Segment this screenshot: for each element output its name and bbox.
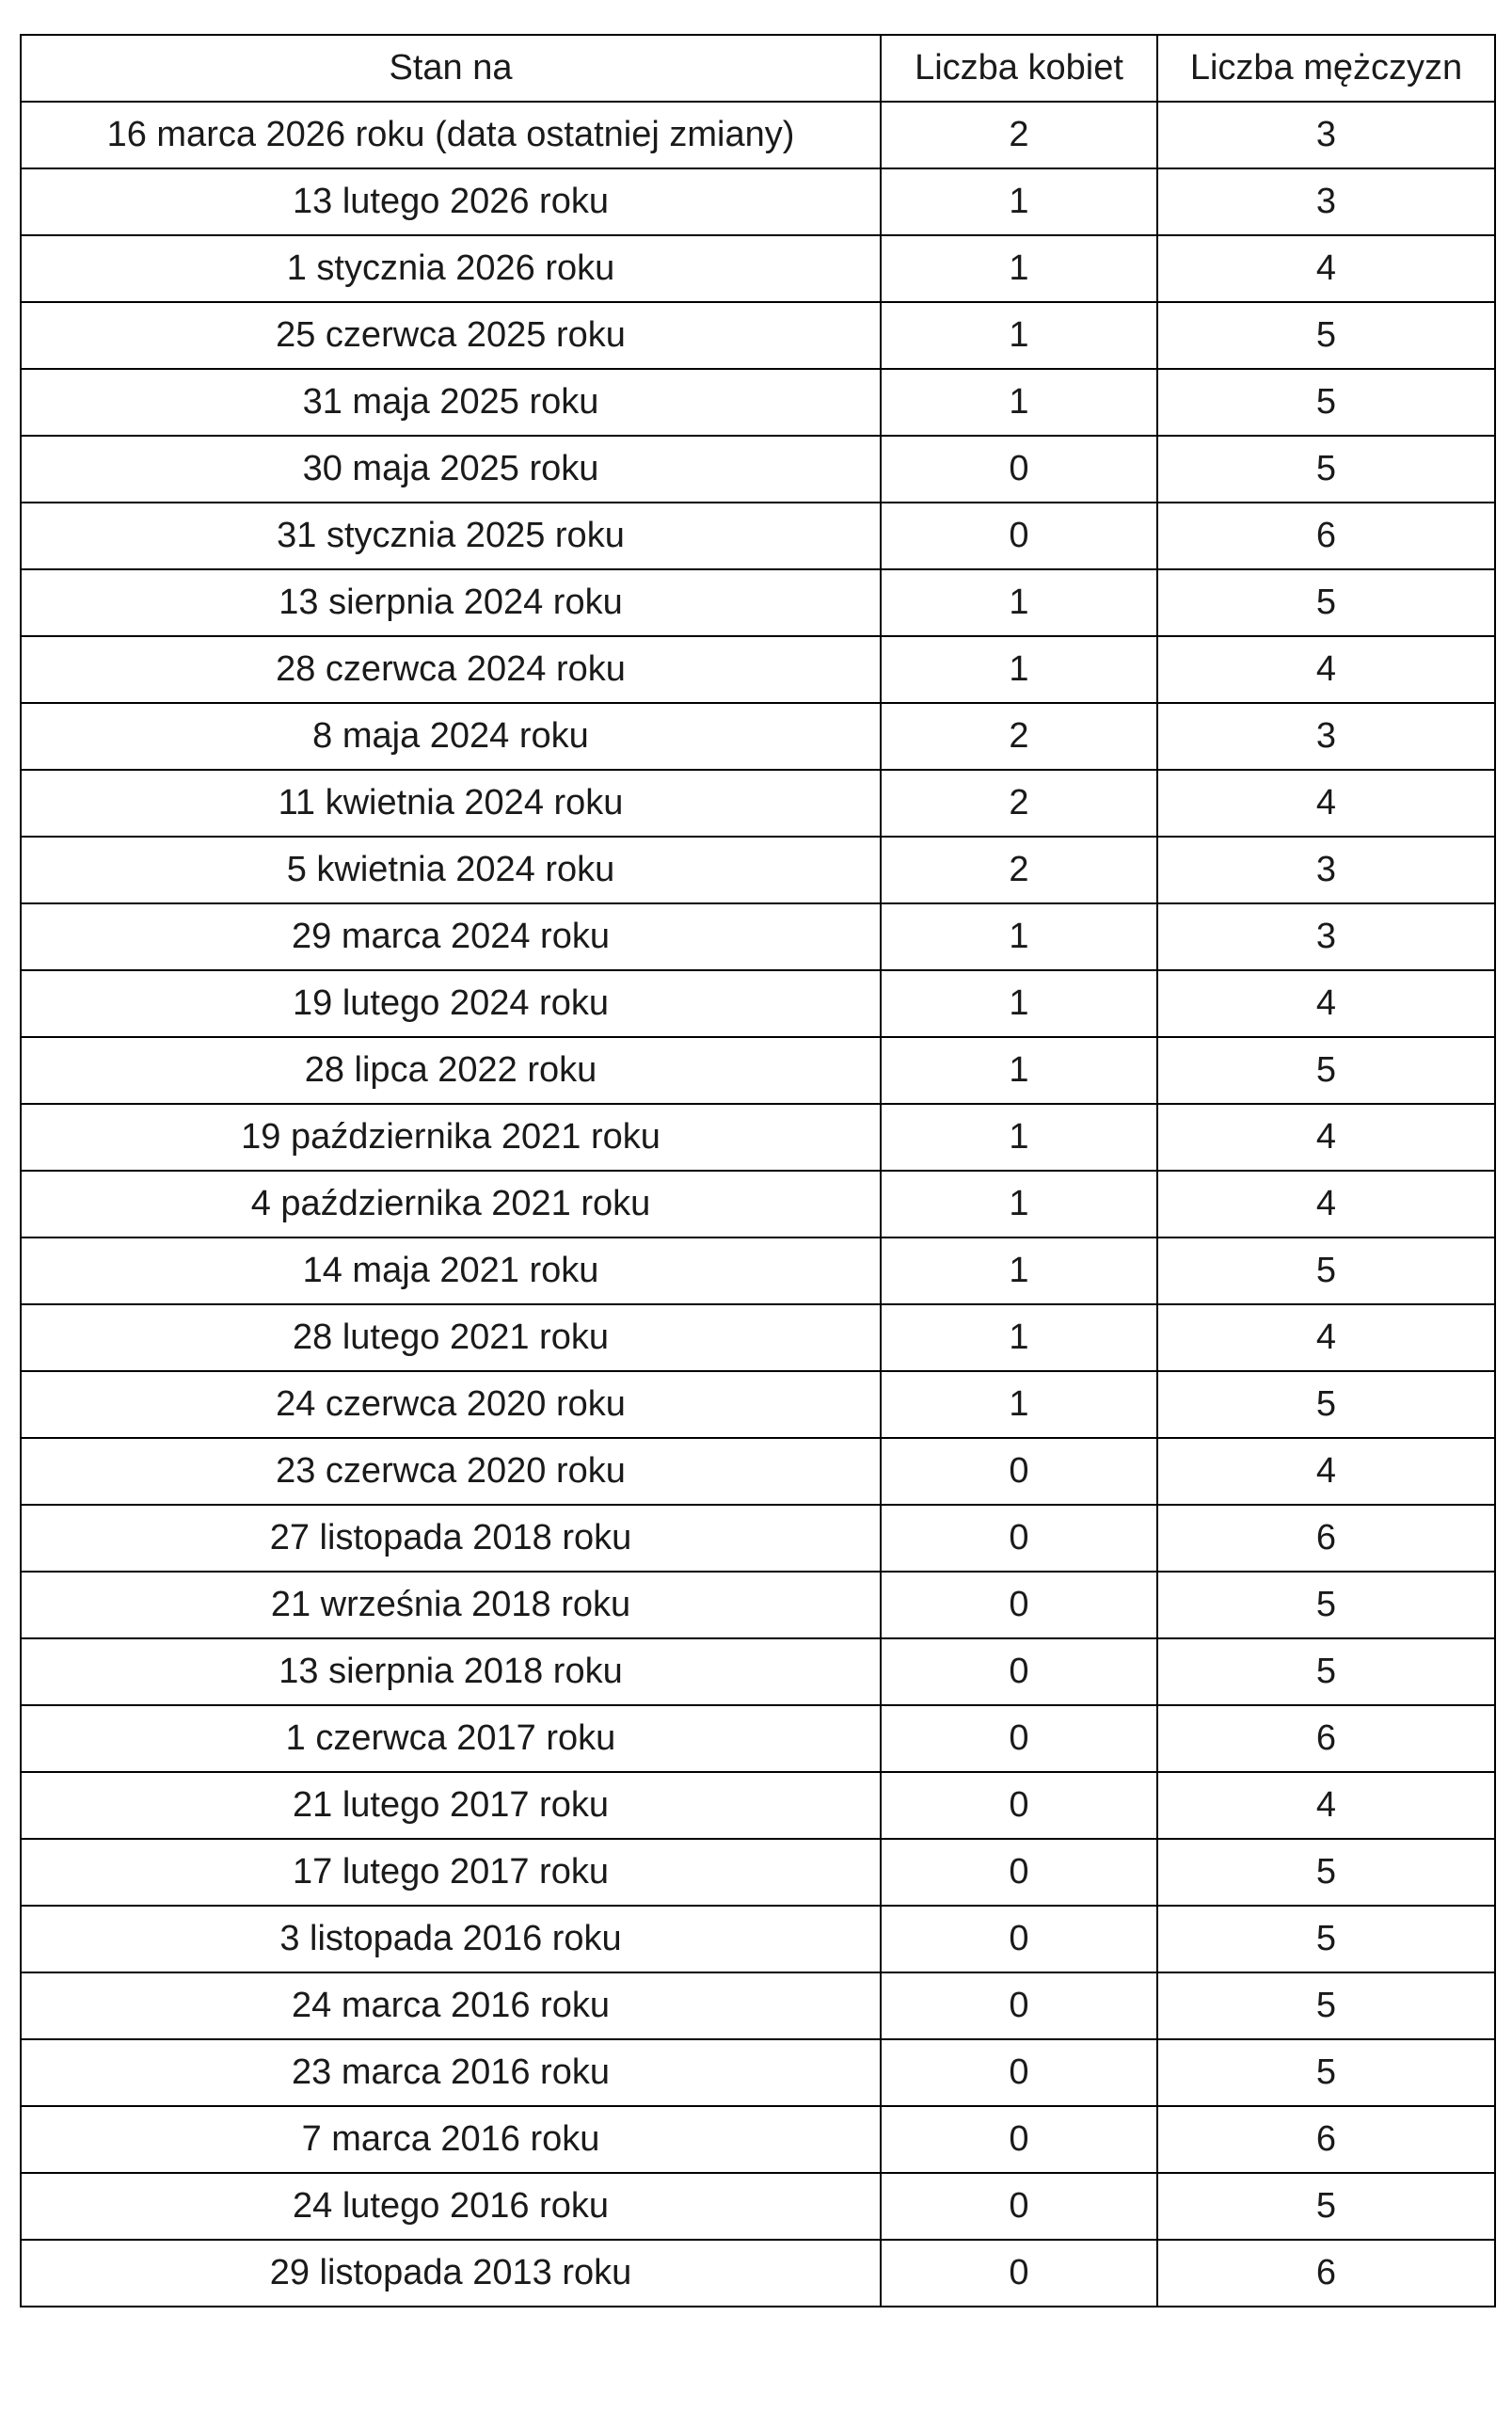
table-row: [21, 1304, 1495, 1371]
cell-date: 1 stycznia 2026 roku: [21, 235, 881, 302]
cell-men-count: 4: [1157, 636, 1495, 703]
cell-women-count: 2: [881, 102, 1157, 168]
cell-men-count: 5: [1157, 1972, 1495, 2039]
cell-women-count: 0: [881, 1972, 1157, 2039]
cell-men-count: 3: [1157, 837, 1495, 903]
cell-men-count: 5: [1157, 2173, 1495, 2240]
header-row: [21, 35, 1495, 102]
cell-women-count: 0: [881, 1572, 1157, 1638]
board-composition-table: [20, 34, 1496, 2307]
cell-date: 28 lutego 2021 roku: [21, 1304, 881, 1371]
table-row: [21, 2106, 1495, 2173]
cell-date: 30 maja 2025 roku: [21, 436, 881, 503]
cell-women-count: 0: [881, 1705, 1157, 1772]
cell-men-count: 4: [1157, 770, 1495, 837]
cell-men-count: 5: [1157, 569, 1495, 636]
cell-women-count: 1: [881, 235, 1157, 302]
cell-women-count: 1: [881, 369, 1157, 436]
cell-women-count: 1: [881, 1171, 1157, 1237]
table-row: [21, 1839, 1495, 1906]
table-row: [21, 1972, 1495, 2039]
column-header-women-count: Liczba kobiet: [881, 35, 1157, 102]
cell-men-count: 5: [1157, 1237, 1495, 1304]
table-row: [21, 970, 1495, 1037]
cell-date: 23 czerwca 2020 roku: [21, 1438, 881, 1505]
cell-men-count: 5: [1157, 1906, 1495, 1972]
cell-women-count: 1: [881, 1304, 1157, 1371]
cell-men-count: 4: [1157, 235, 1495, 302]
cell-women-count: 1: [881, 1037, 1157, 1104]
table-row: [21, 837, 1495, 903]
cell-men-count: 4: [1157, 970, 1495, 1037]
table-row: [21, 1906, 1495, 1972]
cell-date: 1 czerwca 2017 roku: [21, 1705, 881, 1772]
cell-women-count: 1: [881, 636, 1157, 703]
cell-men-count: 5: [1157, 1839, 1495, 1906]
cell-date: 29 listopada 2013 roku: [21, 2240, 881, 2307]
cell-date: 24 czerwca 2020 roku: [21, 1371, 881, 1438]
table-row: [21, 1104, 1495, 1171]
cell-date: 19 października 2021 roku: [21, 1104, 881, 1171]
cell-women-count: 0: [881, 436, 1157, 503]
table-row: [21, 636, 1495, 703]
cell-date: 8 maja 2024 roku: [21, 703, 881, 770]
cell-men-count: 4: [1157, 1438, 1495, 1505]
board-composition-table-container: [20, 34, 1494, 2307]
cell-date: 7 marca 2016 roku: [21, 2106, 881, 2173]
table-row: [21, 2173, 1495, 2240]
cell-date: 28 czerwca 2024 roku: [21, 636, 881, 703]
cell-men-count: 4: [1157, 1772, 1495, 1839]
cell-date: 31 stycznia 2025 roku: [21, 503, 881, 569]
table-row: [21, 1037, 1495, 1104]
table-row: [21, 569, 1495, 636]
cell-women-count: 1: [881, 1104, 1157, 1171]
cell-women-count: 1: [881, 302, 1157, 369]
table-row: [21, 770, 1495, 837]
cell-men-count: 5: [1157, 1638, 1495, 1705]
table-row: [21, 1638, 1495, 1705]
cell-date: 28 lipca 2022 roku: [21, 1037, 881, 1104]
cell-date: 17 lutego 2017 roku: [21, 1839, 881, 1906]
cell-date: 16 marca 2026 roku (data ostatniej zmiany): [21, 102, 881, 168]
cell-women-count: 0: [881, 503, 1157, 569]
cell-women-count: 0: [881, 1438, 1157, 1505]
table-row: [21, 235, 1495, 302]
cell-women-count: 0: [881, 1505, 1157, 1572]
cell-date: 4 października 2021 roku: [21, 1171, 881, 1237]
cell-men-count: 6: [1157, 1705, 1495, 1772]
cell-men-count: 4: [1157, 1171, 1495, 1237]
table-row: [21, 302, 1495, 369]
table-row: [21, 1505, 1495, 1572]
cell-women-count: 1: [881, 970, 1157, 1037]
cell-men-count: 5: [1157, 1037, 1495, 1104]
cell-women-count: 1: [881, 1371, 1157, 1438]
cell-date: 24 lutego 2016 roku: [21, 2173, 881, 2240]
cell-men-count: 5: [1157, 369, 1495, 436]
cell-women-count: 0: [881, 1839, 1157, 1906]
table-row: [21, 1772, 1495, 1839]
cell-men-count: 4: [1157, 1104, 1495, 1171]
cell-men-count: 3: [1157, 102, 1495, 168]
cell-men-count: 4: [1157, 1304, 1495, 1371]
table-row: [21, 503, 1495, 569]
cell-women-count: 0: [881, 1638, 1157, 1705]
table-row: [21, 1171, 1495, 1237]
table-row: [21, 369, 1495, 436]
cell-women-count: 1: [881, 1237, 1157, 1304]
cell-men-count: 5: [1157, 2039, 1495, 2106]
cell-date: 13 sierpnia 2018 roku: [21, 1638, 881, 1705]
table-row: [21, 168, 1495, 235]
cell-men-count: 6: [1157, 503, 1495, 569]
table-row: [21, 1572, 1495, 1638]
cell-men-count: 3: [1157, 903, 1495, 970]
table-row: [21, 1705, 1495, 1772]
cell-women-count: 2: [881, 703, 1157, 770]
cell-men-count: 3: [1157, 168, 1495, 235]
table-row: [21, 102, 1495, 168]
cell-men-count: 5: [1157, 1371, 1495, 1438]
table-row: [21, 1371, 1495, 1438]
cell-men-count: 5: [1157, 302, 1495, 369]
cell-women-count: 1: [881, 903, 1157, 970]
cell-women-count: 2: [881, 837, 1157, 903]
cell-women-count: 0: [881, 1906, 1157, 1972]
cell-women-count: 0: [881, 2106, 1157, 2173]
table-row: [21, 1237, 1495, 1304]
cell-women-count: 0: [881, 2039, 1157, 2106]
table-row: [21, 1438, 1495, 1505]
table-row: [21, 2240, 1495, 2307]
table-row: [21, 2039, 1495, 2106]
cell-date: 29 marca 2024 roku: [21, 903, 881, 970]
cell-date: 21 września 2018 roku: [21, 1572, 881, 1638]
cell-date: 3 listopada 2016 roku: [21, 1906, 881, 1972]
table-row: [21, 903, 1495, 970]
cell-men-count: 5: [1157, 1572, 1495, 1638]
table-row: [21, 436, 1495, 503]
cell-women-count: 0: [881, 2173, 1157, 2240]
cell-women-count: 0: [881, 2240, 1157, 2307]
table-header: [21, 35, 1495, 102]
table-body: [21, 102, 1495, 2307]
cell-date: 23 marca 2016 roku: [21, 2039, 881, 2106]
cell-date: 27 listopada 2018 roku: [21, 1505, 881, 1572]
cell-men-count: 6: [1157, 2240, 1495, 2307]
cell-women-count: 1: [881, 168, 1157, 235]
cell-men-count: 6: [1157, 2106, 1495, 2173]
cell-men-count: 5: [1157, 436, 1495, 503]
cell-date: 21 lutego 2017 roku: [21, 1772, 881, 1839]
cell-men-count: 3: [1157, 703, 1495, 770]
column-header-men-count: Liczba mężczyzn: [1157, 35, 1495, 102]
cell-date: 24 marca 2016 roku: [21, 1972, 881, 2039]
cell-women-count: 0: [881, 1772, 1157, 1839]
cell-date: 31 maja 2025 roku: [21, 369, 881, 436]
cell-date: 25 czerwca 2025 roku: [21, 302, 881, 369]
cell-date: 19 lutego 2024 roku: [21, 970, 881, 1037]
cell-date: 13 sierpnia 2024 roku: [21, 569, 881, 636]
cell-women-count: 2: [881, 770, 1157, 837]
cell-date: 11 kwietnia 2024 roku: [21, 770, 881, 837]
cell-date: 13 lutego 2026 roku: [21, 168, 881, 235]
cell-date: 5 kwietnia 2024 roku: [21, 837, 881, 903]
cell-men-count: 6: [1157, 1505, 1495, 1572]
cell-women-count: 1: [881, 569, 1157, 636]
table-row: [21, 703, 1495, 770]
column-header-date: Stan na: [21, 35, 881, 102]
cell-date: 14 maja 2021 roku: [21, 1237, 881, 1304]
